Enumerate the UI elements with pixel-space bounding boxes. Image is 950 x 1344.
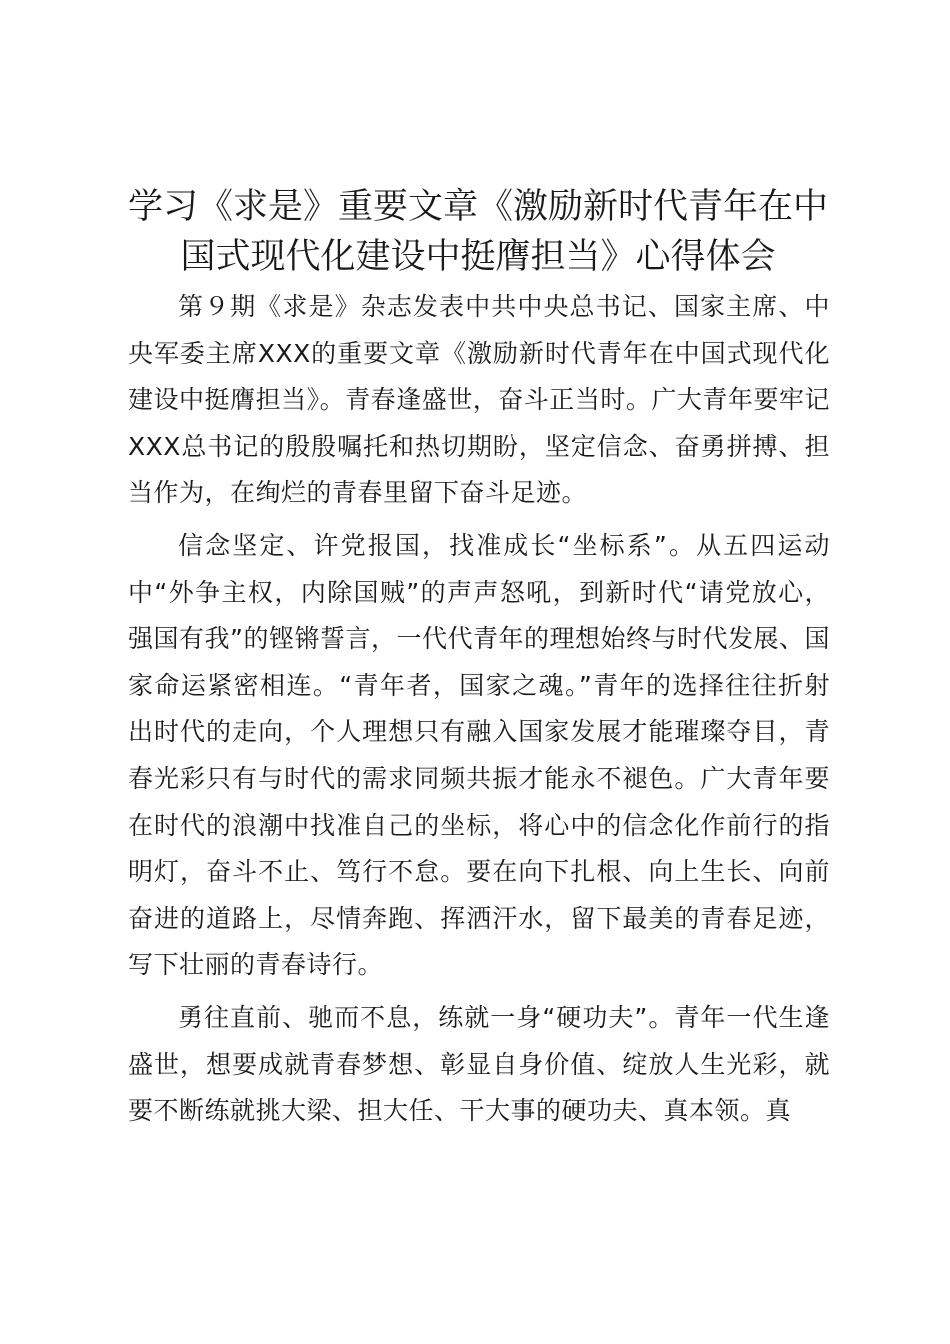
document-body [128,284,830,1135]
paragraph-intro: 第９期《求是》杂志发表中共中央总书记、国家主席、中央军委主席XXX的重要文章《激励新时代青年在中国式现代化建设中挺膺担当》。青春逢盛世，奋斗正当时。广大青年要牢记XXX总书记的殷殷嘱托和热切期盼，坚定信念、奋勇拼搏、担当作为，在绚烂的青春里留下奋斗足迹。 [128,292,830,508]
document-title: 学习《求是》重要文章《激励新时代青年在中国式现代化建设中挺膺担当》心得体会 [127,187,828,277]
paragraph-skills: 勇往直前、驰而不息，练就一身“硬功夫”。青年一代生逢盛世，想要成就青春梦想、彰显自身价值、绽放人生光彩，就要不断练就挑大梁、担大任、干大事的硬功夫、真本领。真 [128,1002,830,1126]
paragraph-faith: 信念坚定、许党报国，找准成长“坐标系”。从五四运动中“外争主权，内除国贼”的声声怒吼，到新时代“请党放心，强国有我”的铿锵誓言，一代代青年的理想始终与时代发展、国家命运紧密相连。“青年者，国家之魂。”青年的选择往往折射出时代的走向，个人理想只有融入国家发展才能璀璨夺目，青春光彩只有与时代的需求同频共振才能永不褪色。广大青年要在时代的浪潮中找准自己的坐标，将心中的信念化作前行的指明灯，奋斗不止、笃行不怠。要在向下扎根、向上生长、向前奋进的道路上，尽情奔跑、挥洒汗水，留下最美的青春足迹，写下壮丽的青春诗行。 [128,530,830,980]
